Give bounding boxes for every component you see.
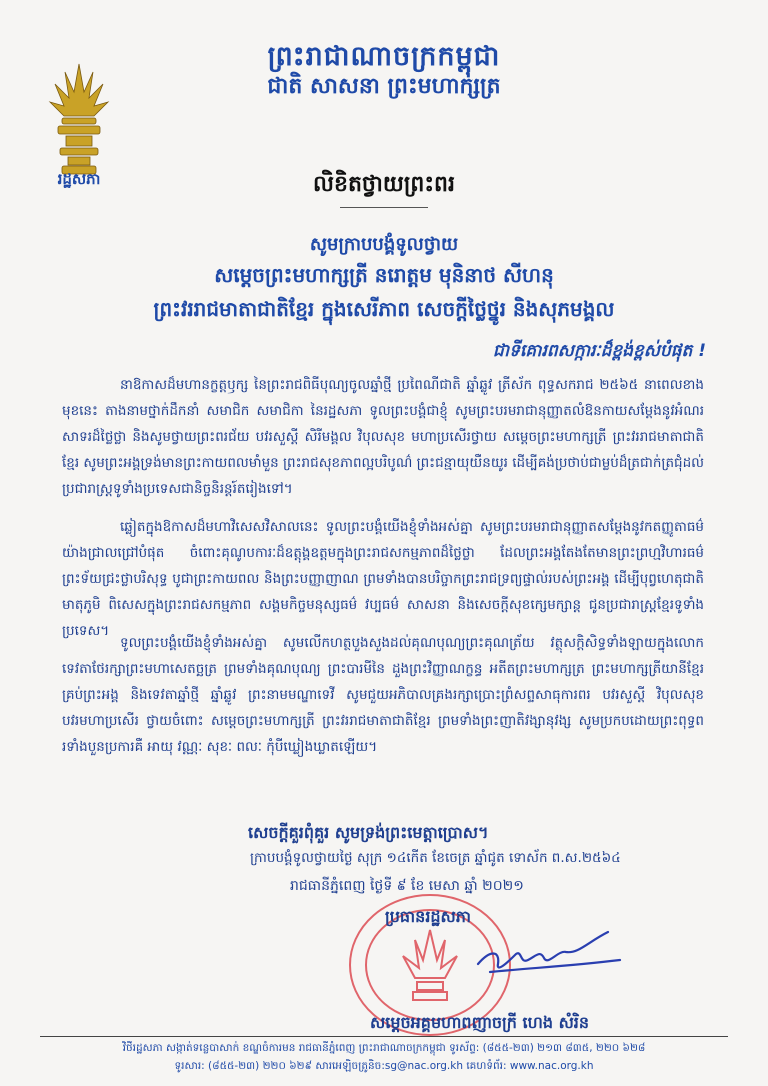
address-line-3: ព្រះវររាជមាតាជាតិខ្មែរ ក្នុងសេរីភាព សេចក្ដីថ្លៃថ្នូរ និងសុភមង្គល (153, 297, 615, 321)
salutation: ជាទីគោរពសក្ការៈដ៏ខ្ពង់ខ្ពស់បំផុត ! (492, 341, 706, 361)
body-paragraph-3: ទូលព្រះបង្គំយើងខ្ញុំទាំងអស់គ្នា សូមលើកហត្ថបួងសួងដល់គុណបុណ្យព្រះគុណត្រ័យ វត្ថុសក្ដិសិទ្ធទាំងឡាយក្នុងលោក ទេវតាថែរក្សាព្រះមហាសេតច្ឆត្រ ព្រមទាំងគុណបុណ្យ ព្រះបារមីនៃ ដួងព្រះវិញ្ញាណក្ខន្ធ អតីតព្រះមហាក្សត្រ ព្រះមហាក្សត្រីយានីខ្មែរគ្រប់ព្រះអង្គ និងទេវតាឆ្នាំថ្មី ឆ្នាំឆ្លូវ ព្រះនាមមណ្ឌាទេវី សូមជួយអភិបាលគ្រងរក្សាប្រោះព្រំសព្ទសាធុការពរ បវរសួស្ដី វិបុលសុខ បវរមហាប្រសើរ ថ្វាយចំពោះ សម្ដេចព្រះមហាក្សត្រី ព្រះវររាជមាតាជាតិខ្មែរ ព្រមទាំងព្រះញាតិវង្សានុវង្ស សូមប្រកបដោយព្រះពុទ្ធពរទាំងបួនប្រការគឺ អាយុ វណ្ណៈ សុខៈ ពលៈ កុំបីឃ្លៀងឃ្លាតឡើយ។ (62, 635, 704, 755)
footer-address: វិថីរដ្ឋសភា សង្កាត់ទន្លេបាសាក់ ខណ្ឌចំការមន រាជធានីភ្នំពេញ ព្រះរាជាណាចក្រកម្ពុជា ទូរស័ព្ទ: (៨៥៥-២៣) ២១៣ ៨៣៥, ២២០ ៦២៨ (122, 1042, 646, 1054)
handwritten-signature-icon (470, 920, 630, 980)
footer-divider (40, 1036, 728, 1037)
solar-date-line: រាជធានីភ្នំពេញ ថ្ងៃទី ៩ ខែ មេសា ឆ្នាំ ២០២១ (290, 878, 524, 894)
signer-name: សម្ដេចអគ្គមហាពញាចក្រី ហេង សំរិន (370, 1013, 590, 1032)
closing-line: សេចក្ដីគួរពុំគួរ សូមទ្រង់ព្រះមេត្តាប្រោស។ (248, 823, 489, 842)
kingdom-heading: ព្រះរាជាណាចក្រកម្ពុជា (267, 41, 501, 72)
body-paragraph-1: នាឱកាសដ៏មហានក្ខត្តឫក្ស នៃព្រះរាជពិធីបុណ្យចូលឆ្នាំថ្មី ប្រពៃណីជាតិ ឆ្នាំឆ្លូវ ត្រីស័ក ពុទ្ធសករាជ ២៥៦៥ នាពេលខាងមុខនេះ តាងនាមថ្នាក់ដឹកនាំ សមាជិក សមាជិកា នៃរដ្ឋសភា ទូលព្រះបង្គំជាខ្ញុំ សូមព្រះបរមរាជានុញ្ញាតលំឱនកាយសម្ដែងនូវអំណរសាទរដ៏ថ្លៃថ្លា និងសូមថ្វាយព្រះពរជ័យ បវរសួស្ដី សិរីមង្គល វិបុលសុខ មហាប្រសើរថ្វាយ សម្ដេចព្រះមហាក្សត្រី ព្រះវររាជមាតាជាតិខ្មែរ សូមព្រះអង្គទ្រង់មានព្រះកាយពលមាំមួន ព្រះរាជសុខភាពល្អបរិបូណ៌ ព្រះជន្មាយុយឺនយូរ ដើម្បីគង់ប្រថាប់ជាម្លប់ដ៏ត្រជាក់ត្រជុំដល់ប្រជារាស្ត្រទូទាំងប្រទេសជានិច្ចនិរន្តរ៍តរៀងទៅ។ (62, 377, 705, 497)
address-line-2: សម្ដេចព្រះមហាក្សត្រី នរោត្តម មុនិនាថ សីហនុ (214, 263, 554, 287)
body-paragraph-2: ឆ្លៀតក្នុងឱកាសដ៏មហាវិសេសវិសាលនេះ ទូលព្រះបង្គំយើងខ្ញុំទាំងអស់គ្នា សូមព្រះបរមរាជានុញ្ញាតសម្ដែងនូវកតញ្ញូតាធម៌យ៉ាងជ្រាលជ្រៅបំផុត ចំពោះគុណូបការៈដ៏ឧត្តុង្គឧត្ដមក្នុងព្រះរាជសកម្មភាពដ៏ថ្លៃថ្លា ដែលព្រះអង្គតែងតែមានព្រះព្រហ្មវិហារធម៌ ព្រះទ័យជ្រះថ្លាបរិសុទ្ធ បូជាព្រះកាយពល និងព្រះបញ្ញាញាណ ព្រមទាំងបានបរិច្ចាកព្រះរាជទ្រព្យផ្ទាល់របស់ព្រះអង្គ ដើម្បីបុព្វហេតុជាតិមាតុភូមិ ពិសេសក្នុងព្រះរាជសកម្មភាព សង្គមកិច្ចមនុស្សធម៌ វប្បធម៌ សាសនា និងសេចក្ដីសុខក្សេមក្សាន្ត ជូនប្រជារាស្ត្រខ្មែរទូទាំងប្រទេស។ (62, 519, 704, 639)
lunar-date-line: ក្រាបបង្គំទូលថ្វាយថ្ងៃ សុក្រ ១៤កើត ខែចេត្រ ឆ្នាំជូត ទោស័ក ព.ស.២៥៦៤ (250, 850, 621, 866)
title-divider (340, 207, 428, 208)
address-line-1: សូមក្រាបបង្គំទូលថ្វាយ (309, 234, 459, 255)
national-motto: ជាតិ សាសនា ព្រះមហាក្សត្រ (267, 74, 501, 99)
signer-title: ប្រធានរដ្ឋសភា (385, 907, 472, 926)
royal-emblem-icon (48, 62, 110, 180)
footer-contact: ទូរសារ: (៨៥៥-២៣) ២២០ ៦២៩ សារអេឡិចត្រូនិច:sg@nac.org.kh គេហទំព័រ: www.nac.org.kh (174, 1060, 594, 1072)
organization-name: រដ្ឋសភា (57, 170, 101, 188)
document-title: លិខិតថ្វាយព្រះពរ (313, 172, 455, 197)
